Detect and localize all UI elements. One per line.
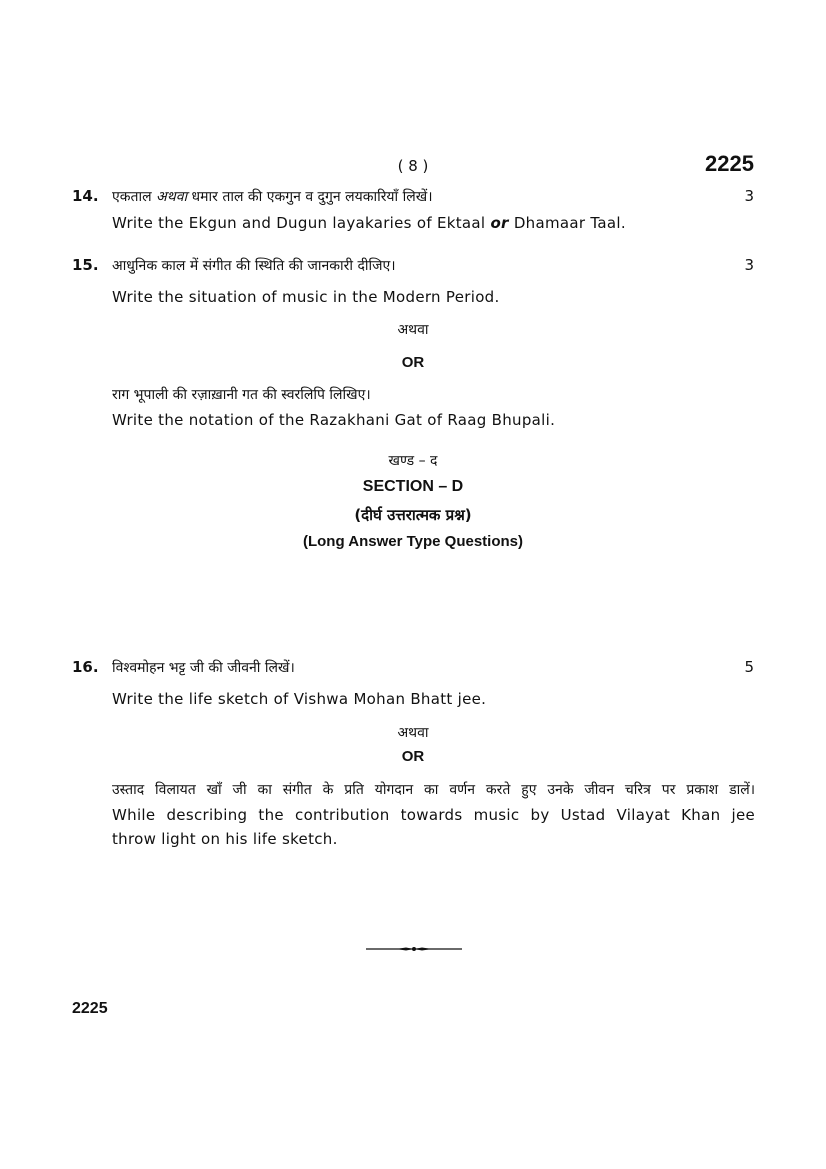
question-14-english-or: or [490,214,509,232]
question-16-number: 16. [72,658,99,676]
question-15-alt-hindi: राग भूपाली की रज़ाख़ानी गत की स्वरलिपि लिखिए। [112,387,371,403]
question-16-alt-hindi: उस्ताद विलायत खाँ जी का संगीत के प्रति योगदान का वर्णन करते हुए उनके जीवन चरित्र पर प्रकाश डालें। [112,782,755,798]
paper-code-header: 2225 [705,151,754,176]
question-14-number: 14. [72,187,99,205]
ornament-divider [366,944,462,954]
question-16-english: Write the life sketch of Vishwa Mohan Bhatt jee. [112,690,487,708]
question-15-or-english: OR [401,354,425,371]
section-hindi-subtitle: (दीर्घ उत्तरात्मक प्रश्न) [354,506,472,524]
question-16-hindi: विश्वमोहन भट्ट जी की जीवनी लिखें। [112,660,295,676]
section-english-subtitle: (Long Answer Type Questions) [302,533,523,550]
section-english-title: SECTION – D [362,478,464,495]
page-number: ( 8 ) [397,157,429,175]
question-15-number: 15. [72,256,99,274]
question-15-alt-english: Write the notation of the Razakhani Gat of Raag Bhupali. [112,411,556,429]
question-14-english: Write the Ekgun and Dugun layakaries of Ektaal or Dhamaar Taal. [112,214,626,232]
question-16-alt-english-line2: throw light on his life sketch. [112,830,338,848]
question-15-hindi: आधुनिक काल में संगीत की स्थिति की जानकारी दीजिए। [112,258,396,274]
question-16-or-hindi: अथवा [397,725,429,741]
section-hindi-title: खण्ड – द [388,453,438,469]
question-14-hindi: एकताल अथवा धमार ताल की एकगुन व दुगुन लयकारियाँ लिखें। [112,189,433,205]
question-14-hindi-or: अथवा [156,189,188,205]
question-16-or-english: OR [401,748,425,765]
question-15-or-hindi: अथवा [397,322,429,338]
question-15-english: Write the situation of music in the Modern Period. [112,288,500,306]
question-14-marks: 3 [744,187,754,205]
question-15-marks: 3 [744,256,754,274]
question-16-marks: 5 [744,658,754,676]
paper-code-footer: 2225 [72,1000,108,1017]
question-16-alt-english-line1: While describing the contribution towards music by Ustad Vilayat Khan jee [112,806,755,824]
